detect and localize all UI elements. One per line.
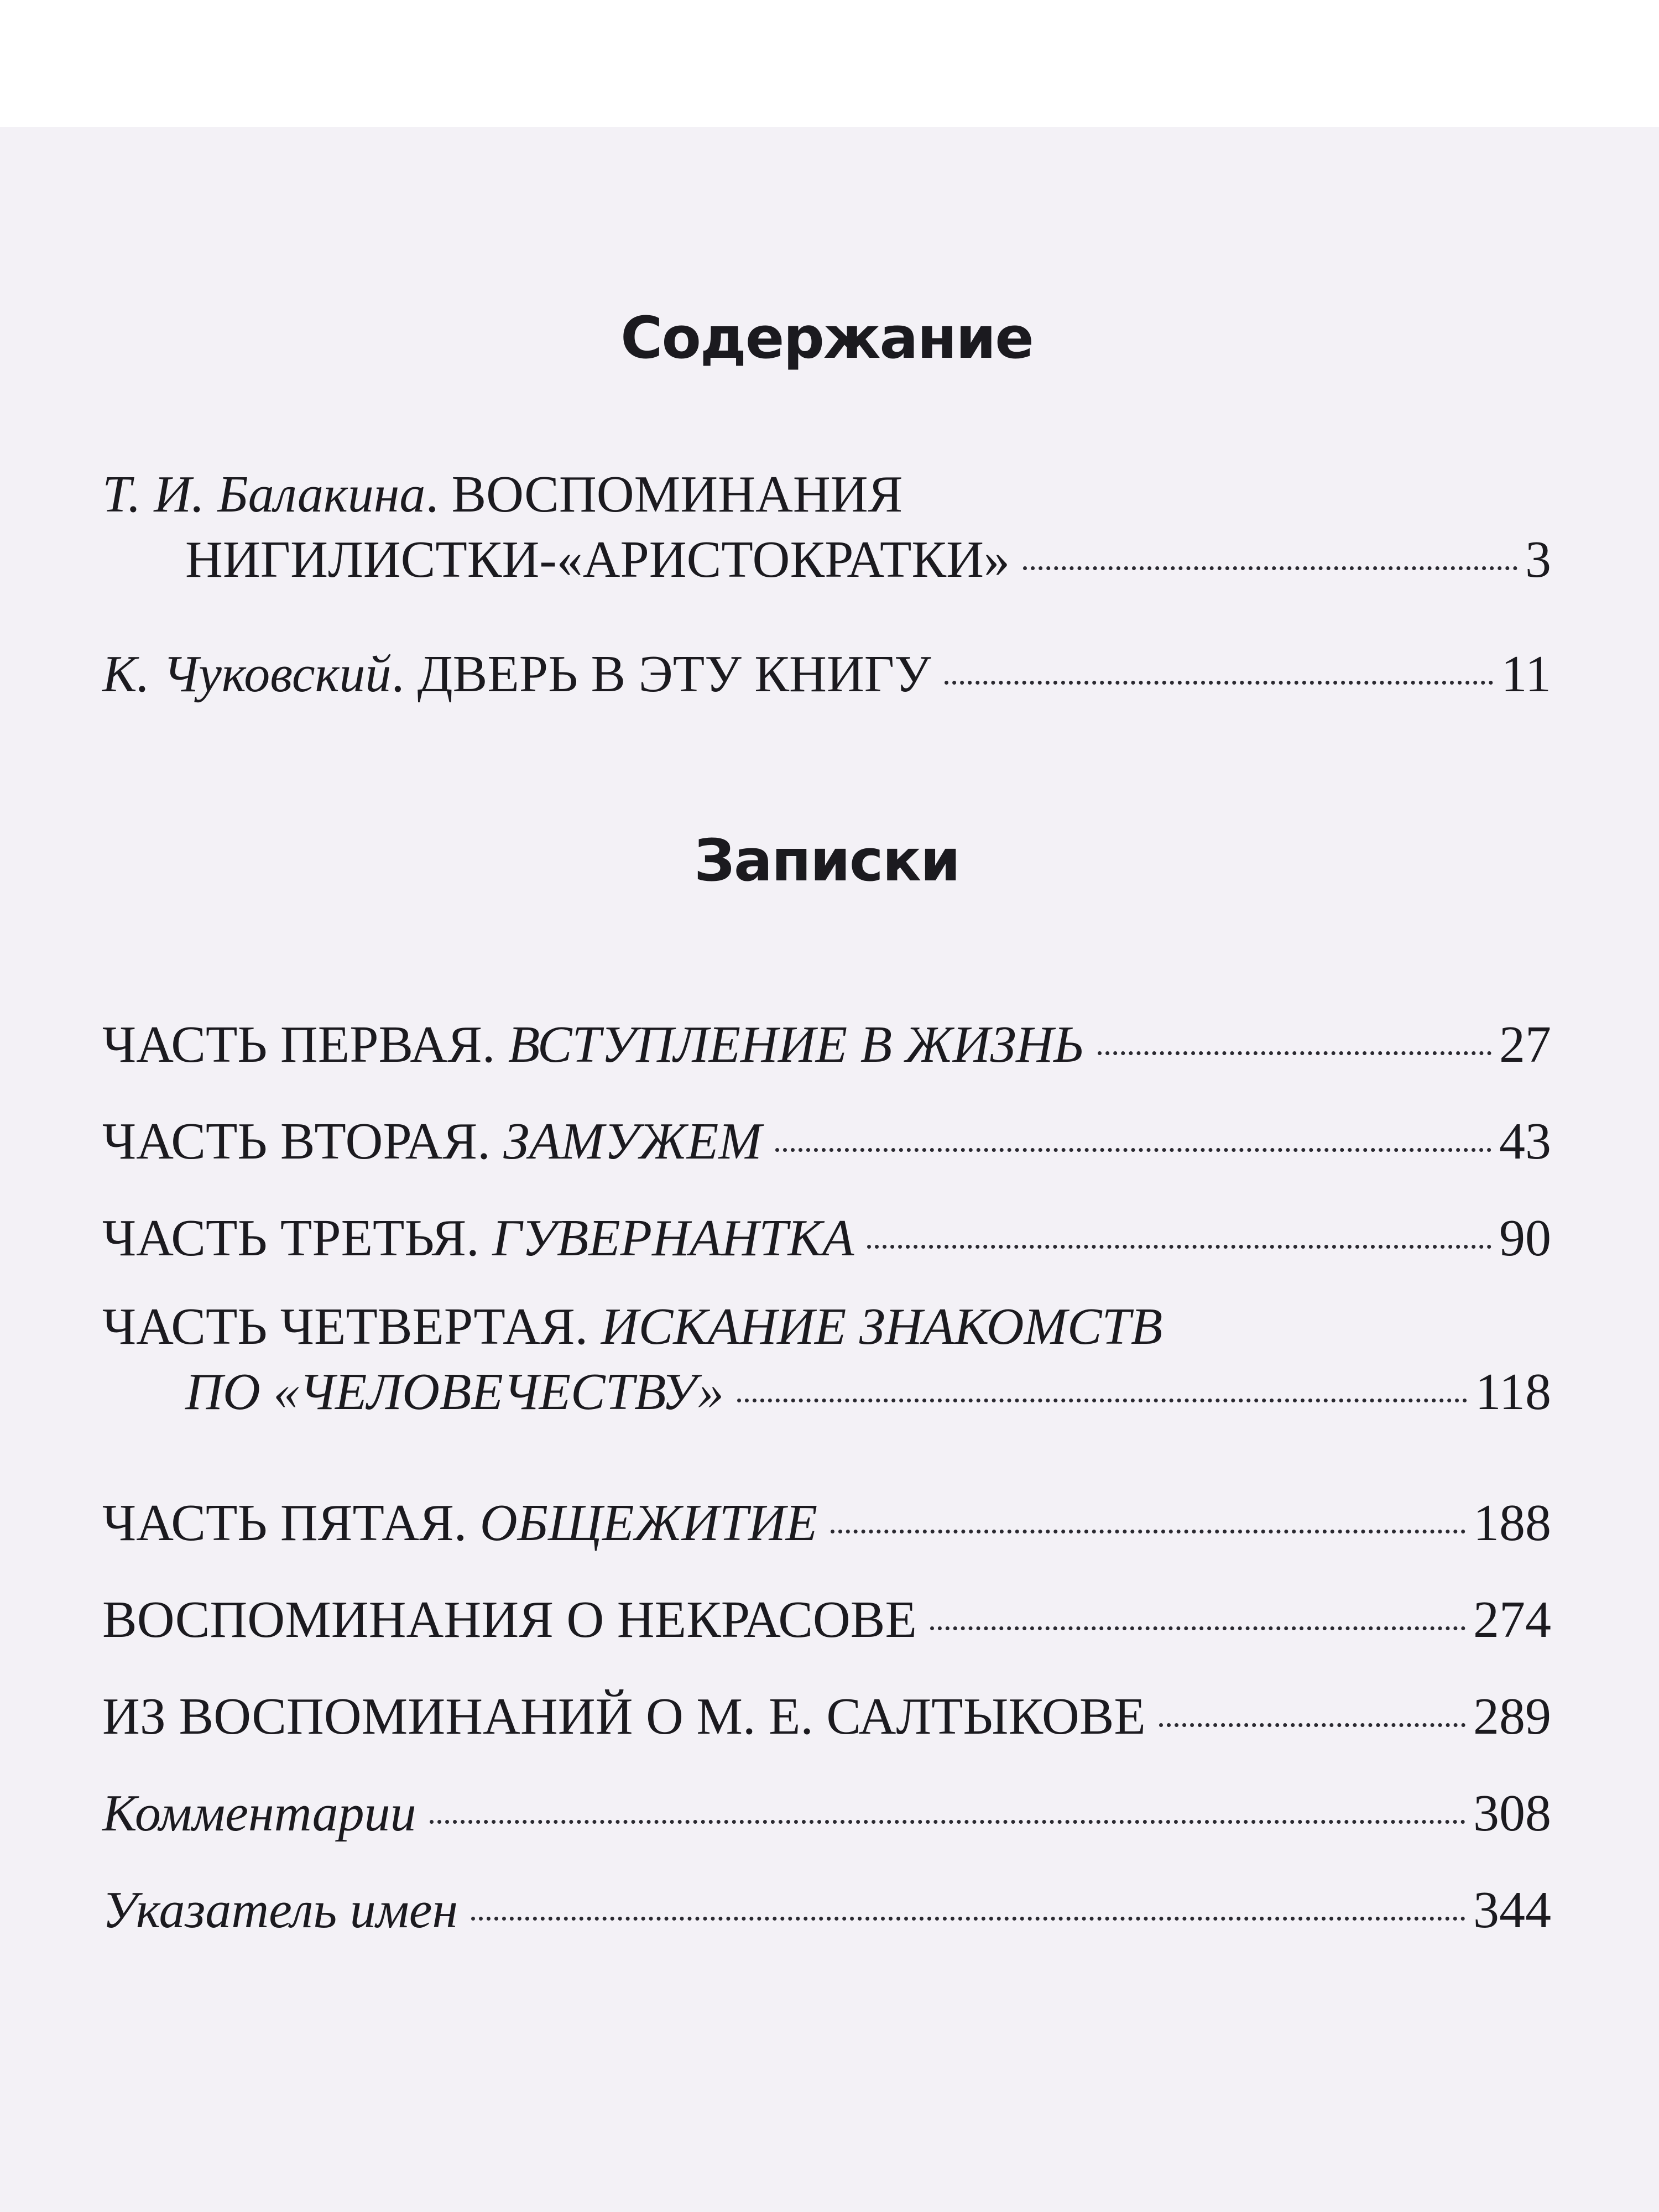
toc-entry-balakina — [102, 462, 1551, 592]
part-label: ЧАСТЬ ПЕРВАЯ. — [102, 1016, 508, 1073]
toc-entry-part-3 — [102, 1206, 1551, 1271]
part-subtitle-line1: ИСКАНИЕ ЗНАКОМСТВ — [601, 1298, 1163, 1355]
dot-leader — [1159, 1723, 1465, 1727]
page-number: 11 — [1501, 645, 1551, 703]
toc-entry-saltykov — [102, 1684, 1551, 1749]
toc-entry-part-1 — [102, 1012, 1551, 1077]
entry-title: Комментарии — [102, 1785, 416, 1842]
part-subtitle: ЗАМУЖЕМ — [503, 1113, 762, 1170]
part-label: ЧАСТЬ ВТОРАЯ. — [102, 1113, 504, 1170]
dot-leader — [945, 681, 1494, 685]
entry-title: ИЗ ВОСПОМИНАНИЙ О М. Е. САЛТЫКОВЕ — [102, 1688, 1146, 1745]
part-subtitle-line2: ПО «ЧЕЛОВЕЧЕСТВУ» — [185, 1363, 724, 1421]
page-number: 308 — [1473, 1785, 1551, 1842]
entry-title: Указатель имен — [102, 1881, 458, 1939]
book-page — [0, 127, 1659, 2212]
notes-heading: Записки — [694, 827, 959, 894]
page-number: 27 — [1499, 1016, 1551, 1073]
page-number: 289 — [1473, 1688, 1551, 1745]
dot-leader — [430, 1820, 1465, 1824]
entry-title: ВОСПОМИНАНИЯ О НЕКРАСОВЕ — [102, 1591, 917, 1648]
part-subtitle: ГУВЕРНАНТКА — [492, 1209, 854, 1267]
page-number: 344 — [1473, 1881, 1551, 1939]
entry-author: К. Чуковский — [102, 645, 392, 703]
toc-entry-part-5 — [102, 1490, 1551, 1556]
toc-entry-part-2 — [102, 1109, 1551, 1174]
dot-leader — [471, 1917, 1465, 1921]
dot-leader — [831, 1530, 1465, 1533]
dot-leader — [1023, 566, 1517, 570]
dot-leader — [737, 1399, 1467, 1402]
dot-leader — [930, 1626, 1465, 1630]
toc-entry-nekrasov — [102, 1587, 1551, 1652]
part-label: ЧАСТЬ ТРЕТЬЯ. — [102, 1209, 493, 1267]
toc-entry-part-4 — [102, 1294, 1551, 1425]
part-subtitle: ОБЩЕЖИТИЕ — [479, 1494, 818, 1552]
toc-entry-name-index — [102, 1877, 1551, 1943]
page-number: 3 — [1525, 531, 1551, 588]
part-label: ЧАСТЬ ПЯТАЯ. — [102, 1494, 480, 1552]
part-label: ЧАСТЬ ЧЕТВЕРТАЯ. — [102, 1298, 601, 1355]
part-subtitle: ВСТУПЛЕНИЕ В ЖИЗНЬ — [508, 1016, 1084, 1073]
entry-title-line1: . ВОСПОМИНАНИЯ — [425, 466, 903, 523]
page-number: 274 — [1473, 1591, 1551, 1648]
toc-entry-chukovsky — [102, 641, 1551, 707]
toc-entry-commentary — [102, 1781, 1551, 1846]
contents-heading: Содержание — [620, 304, 1033, 372]
dot-leader — [1098, 1051, 1492, 1055]
entry-author: Т. И. Балакина — [102, 466, 426, 523]
dot-leader — [775, 1148, 1491, 1152]
page-number: 188 — [1473, 1494, 1551, 1552]
dot-leader — [867, 1245, 1491, 1249]
page-number: 118 — [1475, 1363, 1551, 1421]
entry-title-line2: НИГИЛИСТКИ-«АРИСТОКРАТКИ» — [185, 531, 1010, 588]
entry-title: . ДВЕРЬ В ЭТУ КНИГУ — [391, 645, 931, 703]
page-number: 43 — [1499, 1113, 1551, 1170]
page-number: 90 — [1499, 1209, 1551, 1267]
